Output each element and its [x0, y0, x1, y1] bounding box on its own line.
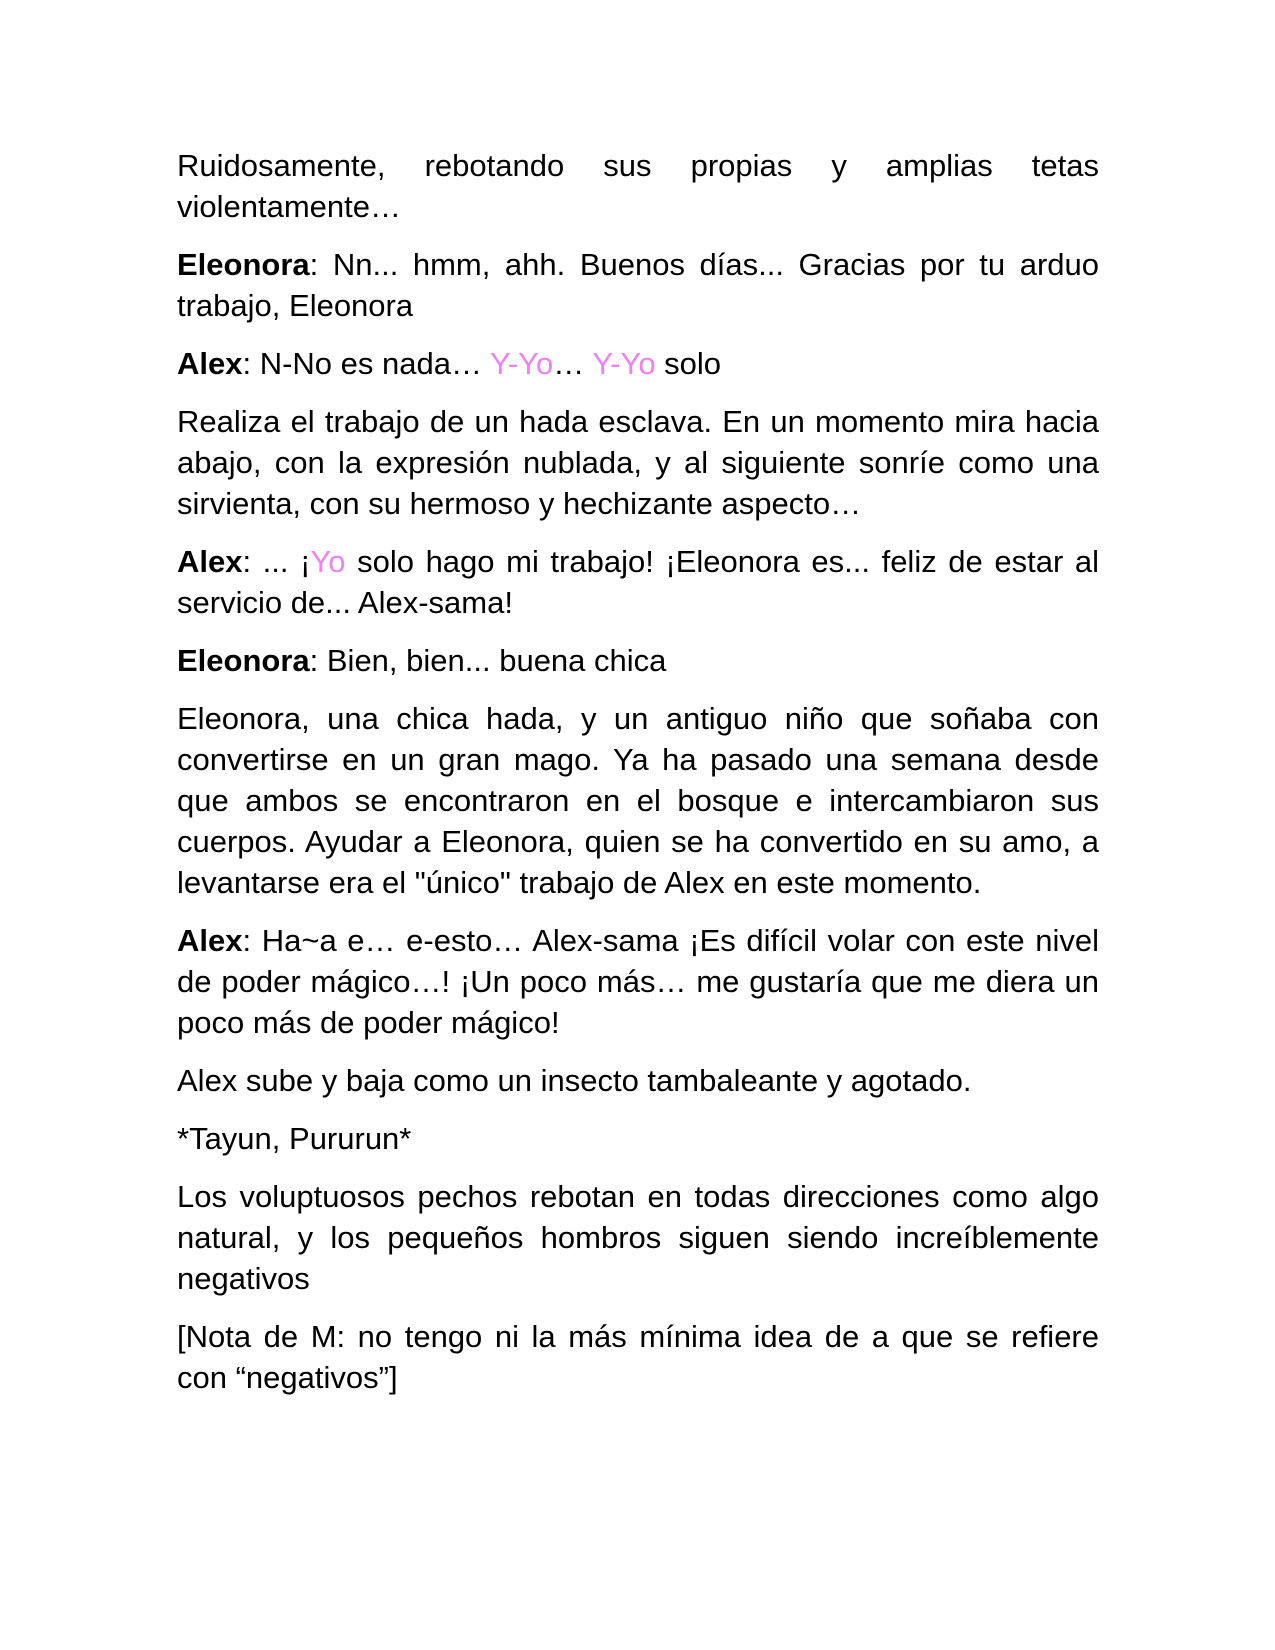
narration-paragraph: Realiza el trabajo de un hada esclava. En un momento mira hacia abajo, con la expresión nublada, y al siguiente sonríe como una sirvienta, con su hermoso y hechizante aspecto…: [177, 404, 1099, 521]
narration-paragraph: Ruidosamente, rebotando sus propias y amplias tetas violentamente…: [177, 148, 1099, 224]
narration-paragraph: Los voluptuosos pechos rebotan en todas direcciones como algo natural, y los pequeños hombros siguen siendo increíblemente negativos: [177, 1179, 1099, 1296]
dialogue-paragraph: [177, 640, 1099, 681]
dialogue-paragraph: [177, 541, 1099, 623]
highlighted-text: Y-Yo: [592, 346, 656, 381]
speaker-name: Alex: [177, 544, 243, 579]
speaker-name: Eleonora: [177, 643, 310, 678]
dialogue-text: : ... ¡: [242, 544, 311, 579]
dialogue-text: …: [553, 346, 593, 381]
highlighted-text: Y-Yo: [490, 346, 554, 381]
narration-paragraph: Alex sube y baja como un insecto tambaleante y agotado.: [177, 1063, 972, 1098]
translator-note: [Nota de M: no tengo ni la más mínima idea de a que se refiere con “negativos”]: [177, 1319, 1099, 1395]
highlighted-text: Yo: [310, 544, 346, 579]
speaker-name: Alex: [177, 923, 243, 958]
speaker-name: Alex: [177, 346, 243, 381]
dialogue-paragraph: [177, 343, 1099, 384]
dialogue-text: solo: [655, 346, 722, 381]
dialogue-paragraph: [177, 920, 1099, 1043]
narration-paragraph: *Tayun, Pururun*: [177, 1121, 412, 1156]
dialogue-paragraph: [177, 244, 1099, 326]
document-page: [177, 145, 1099, 1415]
dialogue-text: : N-No es nada…: [242, 346, 491, 381]
narration-paragraph: Eleonora, una chica hada, y un antiguo niño que soñaba con convertirse en un gran mago. Ya ha pasado una semana desde que ambos se encontraron en el bosque e intercambiaron sus cuerpos. Ayudar a Eleonora, quien se ha convertido en su amo, a levantarse era el "único" trabajo de Alex en este momento.: [177, 701, 1099, 900]
dialogue-text: : Nn... hmm, ahh. Buenos días... Gracias por tu arduo trabajo, Eleonora: [177, 247, 1099, 323]
dialogue-text: : Bien, bien... buena chica: [309, 643, 667, 678]
dialogue-text: : Ha~a e… e-esto… Alex-sama ¡Es difícil volar con este nivel de poder mágico…! ¡Un poco más… me gustaría que me diera un poco más de poder mágico!: [177, 923, 1099, 1040]
speaker-name: Eleonora: [177, 247, 310, 282]
dialogue-text: solo hago mi trabajo! ¡Eleonora es... feliz de estar al servicio de... Alex-sama!: [177, 544, 1099, 620]
